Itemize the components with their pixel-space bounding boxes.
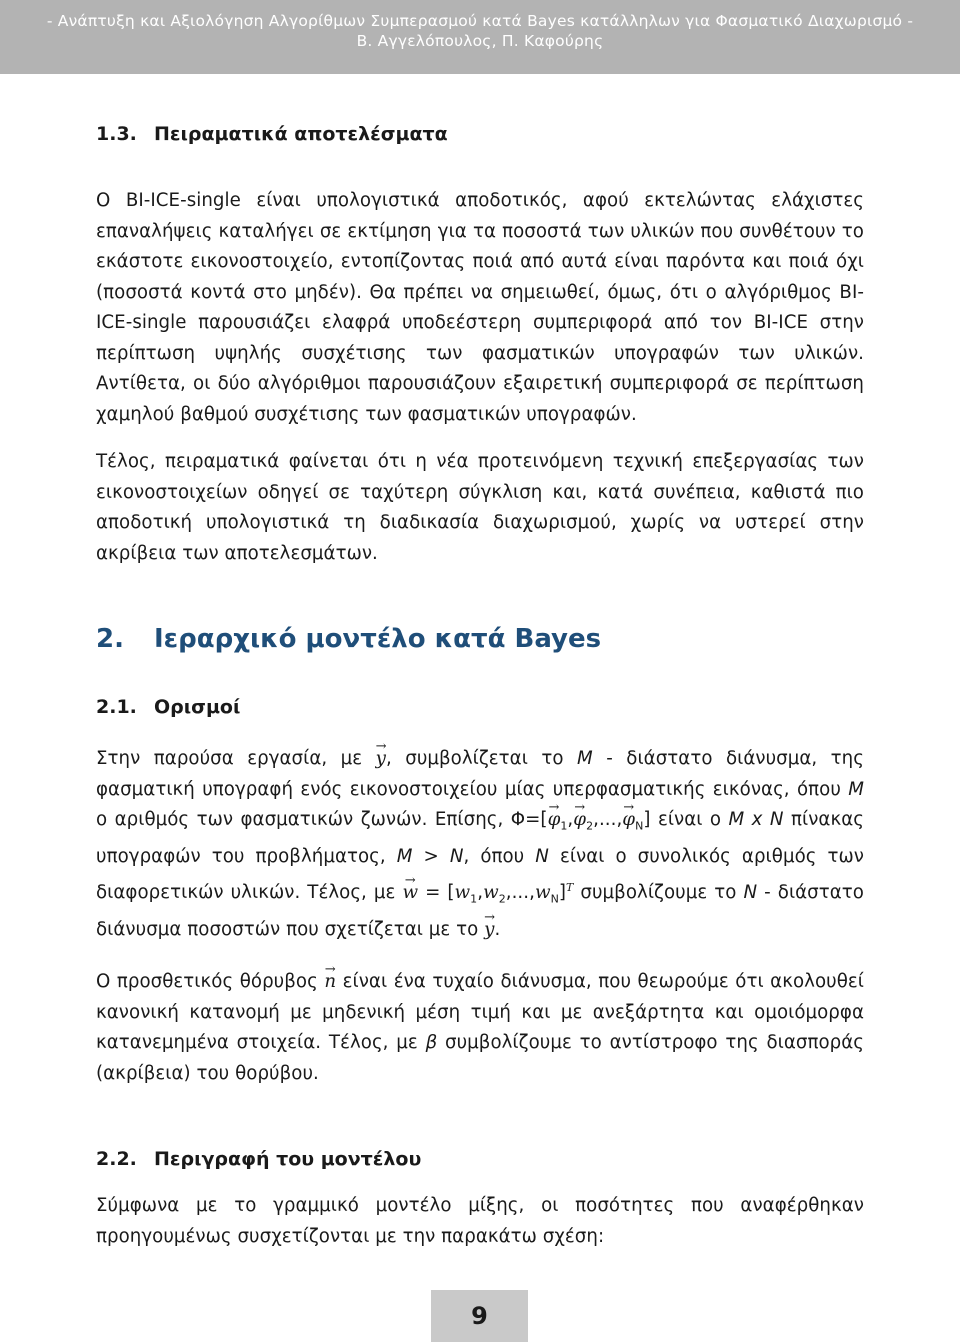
section-title: Ιεραρχικό μοντέλο κατά Bayes	[154, 624, 602, 654]
running-header	[0, 0, 960, 74]
paragraph-definitions-2: Ο προσθετικός θόρυβος → n είναι ένα τυχαίο διάνυσμα, που θεωρούμε ότι ακολουθεί κανονική κατανομή με μηδενική μέση τιμή και με ανεξάρτητα και ομοιόμορφα κατανεμημένα στοιχεία. Τέλος, με β συμβολίζουμε το αντίστροφο της διασποράς (ακρίβεια) του θορύβου.	[96, 967, 864, 1089]
section-title: Πειραματικά αποτελέσματα	[154, 123, 448, 145]
section-heading-1-3	[96, 122, 864, 146]
header-title-line: - Ανάπτυξη και Αξιολόγηση Αλγορίθμων Συμπερασμού κατά Bayes κατάλληλων για Φασματικό Διαχωρισμό -	[46, 12, 914, 30]
vector-y-2: → y	[484, 915, 494, 946]
section-heading-2-1	[96, 695, 864, 719]
paragraph-results-2: Τέλος, πειραματικά φαίνεται ότι η νέα προτεινόμενη τεχνική επεξεργασίας των εικονοστοιχείων οδηγεί σε ταχύτερη σύγκλιση και, κατά συνέπεια, καθιστά πιο αποδοτική υπολογιστικά τη διαδικασία διαχωρισμού, χωρίς να υστερεί στην ακρίβεια των αποτελεσμάτων.	[96, 451, 864, 564]
section-title: Περιγραφή του μοντέλου	[154, 1148, 422, 1171]
section-number: 1.3.	[96, 123, 137, 145]
vector-n: → n	[324, 967, 336, 998]
paragraph-model-description: Σύμφωνα με το γραμμικό μοντέλο μίξης, οι ποσότητες που αναφέρθηκαν προηγουμένως συσχετίζονται με την παρακάτω σχέση:	[96, 1195, 864, 1247]
vector-phi-n: → φ	[622, 805, 635, 836]
paragraph-results-1: Ο BI-ICE-single είναι υπολογιστικά αποδοτικός, αφού εκτελώντας ελάχιστες επαναλήψεις καταλήγει σε εκτίμηση για τα ποσοστά των υλικών που συνθέτουν το εκάστοτε εικονοστοιχείο, εντοπίζοντας ποιά από αυτά είναι παρόντα και ποιά όχι (ποσοστά κοντά στο μηδέν). Θα πρέπει να σημειωθεί, όμως, ότι ο αλγόριθμος BI-ICE-single παρουσιάζει ελαφρά υποδεέστερη συμπεριφορά από τον BI-ICE στην περίπτωση υψηλής συσχέτισης των φασματικών υπογραφών των υλικών. Αντίθετα, οι δύο αλγόριθμοι παρουσιάζουν εξαιρετική συμπεριφορά σε περίπτωση χαμηλού βαθμού συσχέτισης των φασματικών υπογραφών.	[96, 190, 864, 425]
header-authors-line: Β. Αγγελόπουλος, Π. Καφούρης	[356, 32, 604, 50]
page-body	[96, 122, 864, 1252]
section-number: 2.1.	[96, 696, 137, 718]
page-number: 9	[431, 1290, 528, 1342]
section-heading-2-2	[96, 1147, 864, 1171]
vector-phi-1: → φ	[548, 805, 561, 836]
section-number: 2.	[96, 624, 124, 654]
vector-phi-2: → φ	[573, 805, 586, 836]
section-number: 2.2.	[96, 1148, 137, 1171]
paragraph-definitions-1: Στην παρούσα εργασία, με → y, συμβολίζεται το M - διάστατο διάνυσμα, της φασματική υπογραφή ενός εικονοστοιχείου μίας υπερφασματικής εικόνας, όπου M ο αριθμός των φασματικών ζωνών. Επίσης, $\Phi=[\to \varphi_1,\to \varphi_2,...,\to \varphi_N]$ είναι ο M x N πίνακας υπογραφών του προβλήματος, M > N, όπου N είναι ο συνολικός αριθμός των διαφορετικών υλικών. Τέλος, $\mu\varepsilon \to w = [w_1,w_2,...,w_N]^T$ συμβολίζουμε το N - διάστατο διάνυσμα ποσοστών που σχετίζεται με το → y.	[96, 744, 864, 945]
section-title: Ορισμοί	[154, 696, 241, 718]
vector-y: → y	[376, 744, 386, 775]
section-heading-2	[96, 623, 864, 655]
vector-w: → w	[402, 878, 418, 909]
